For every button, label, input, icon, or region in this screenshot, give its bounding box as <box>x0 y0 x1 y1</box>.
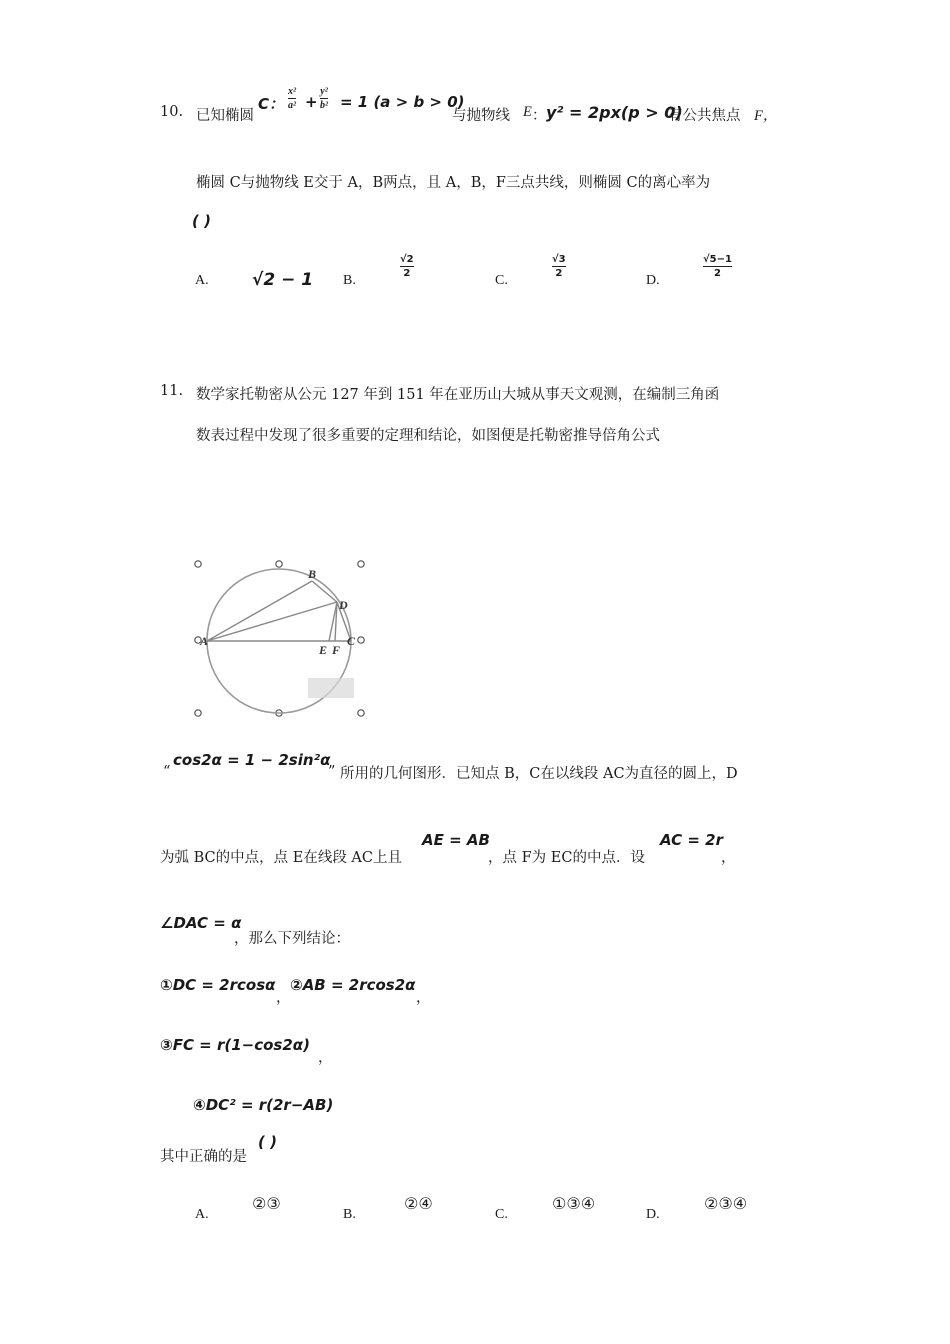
q11-which-correct: 其中正确的是 <box>160 1149 247 1165</box>
label-c: C <box>347 634 356 648</box>
q11-option-d-value: ②③④ <box>704 1194 748 1213</box>
q10-option-b-value: $\frac{√2}{2}$ <box>400 254 414 279</box>
q11-line2: 数表过程中发现了很多重要的定理和结论，如图便是托勒密推导倍角公式 <box>196 428 660 444</box>
q11-ae-eq-ab: AE = AB <box>422 831 490 849</box>
q10-line1-text-c: 有公共焦点 <box>668 108 741 124</box>
q10-ellipse-condition: = 1 (a > b > 0) <box>340 93 465 111</box>
q10-option-c-value: $\frac{√3}{2}$ <box>552 254 566 279</box>
q10-answer-paren: ( ) <box>192 212 211 230</box>
q10-number: 10. <box>160 104 184 120</box>
label-d: D <box>339 598 348 612</box>
q10-E-label: E <box>523 104 532 120</box>
q11-line4-a: 为弧 BC的中点，点 E在线段 AC上且 <box>160 850 402 866</box>
q10-F-label: F， <box>754 108 778 124</box>
label-e: E <box>319 643 328 657</box>
handle-tm <box>276 561 282 567</box>
q10-option-a-value: √2 − 1 <box>252 270 314 290</box>
q11-answer-paren: ( ) <box>258 1133 277 1151</box>
q11-sep-3: ， <box>318 1050 333 1066</box>
q11-number: 11. <box>160 383 184 399</box>
handle-mr <box>358 637 364 643</box>
q10-line1-text-b: 与抛物线 <box>452 108 510 124</box>
q11-option-d-letter: D. <box>646 1207 660 1222</box>
q11-conclusion-1: ①DC = 2rcosα <box>160 976 276 994</box>
q11-comma: ， <box>721 850 736 866</box>
q11-ac-eq-2r: AC = 2r <box>660 831 724 849</box>
handle-bl <box>195 710 201 716</box>
q11-line3: 所用的几何图形．已知点 B，C在以线段 AC为直径的圆上，D <box>340 766 738 782</box>
q11-option-a-value: ②③ <box>252 1194 281 1213</box>
q11-line1: 数学家托勒密从公元 127 年到 151 年在亚历山大城从事天文观测，在编制三角函 <box>196 387 720 403</box>
q11-option-c-value: ①③④ <box>552 1194 596 1213</box>
q10-ellipse-label: C： <box>258 95 285 113</box>
q10-option-c-letter: C. <box>495 273 508 288</box>
watermark-blur <box>308 678 354 698</box>
q11-sep-2: ， <box>416 990 431 1006</box>
q11-formula-open-quote: “ <box>163 764 171 780</box>
q11-line4-b: ，点 F为 EC的中点．设 <box>488 850 645 866</box>
q11-formula: cos2α = 1 − 2sin²α <box>173 751 331 769</box>
q11-option-b-letter: B. <box>343 1207 356 1222</box>
q10-option-a-letter: A. <box>195 273 209 288</box>
q10-parabola: y² = 2px(p > 0) <box>546 103 683 122</box>
q10-option-b-letter: B. <box>343 273 356 288</box>
q11-conclusion-2: ②AB = 2rcos2α <box>290 976 416 994</box>
q10-ellipse-y-frac: $\frac{\text{y²}}{\text{b²}}$ <box>320 86 328 111</box>
label-a: A <box>200 634 209 648</box>
segment-bd <box>312 581 337 602</box>
q10-option-d-letter: D. <box>646 273 660 288</box>
handle-tr <box>358 561 364 567</box>
q11-formula-close-quote: ” <box>328 764 336 780</box>
q11-option-b-value: ②④ <box>404 1194 433 1213</box>
q11-line5: ，那么下列结论： <box>234 931 350 947</box>
q10-plus: + <box>305 93 318 111</box>
q10-line2: 椭圆 C与抛物线 E交于 A，B两点，且 A，B，F三点共线，则椭圆 C的离心率为 <box>196 175 711 191</box>
q10-line1-text-a: 已知椭圆 <box>196 108 254 124</box>
q10-colon: ： <box>532 108 547 124</box>
q11-conclusion-3: ③FC = r(1−cos2α) <box>160 1036 310 1054</box>
q11-conclusion-4: ④DC² = r(2r−AB) <box>193 1096 334 1114</box>
q11-angle: ∠DAC = α <box>160 914 242 932</box>
label-f: F <box>332 643 341 657</box>
label-b: B <box>308 567 317 581</box>
handle-tl <box>195 561 201 567</box>
q11-sep-1: ， <box>276 990 291 1006</box>
segment-ad <box>207 602 337 641</box>
q10-option-d-value: $\frac{√5-1}{2}$ <box>703 254 732 279</box>
segment-ab <box>207 581 312 641</box>
q10-ellipse-x-frac: $\frac{\text{x²}}{\text{a²}}$ <box>288 86 296 111</box>
handle-br <box>358 710 364 716</box>
q11-option-a-letter: A. <box>195 1207 209 1222</box>
ptolemy-figure <box>190 555 370 720</box>
q11-option-c-letter: C. <box>495 1207 508 1222</box>
